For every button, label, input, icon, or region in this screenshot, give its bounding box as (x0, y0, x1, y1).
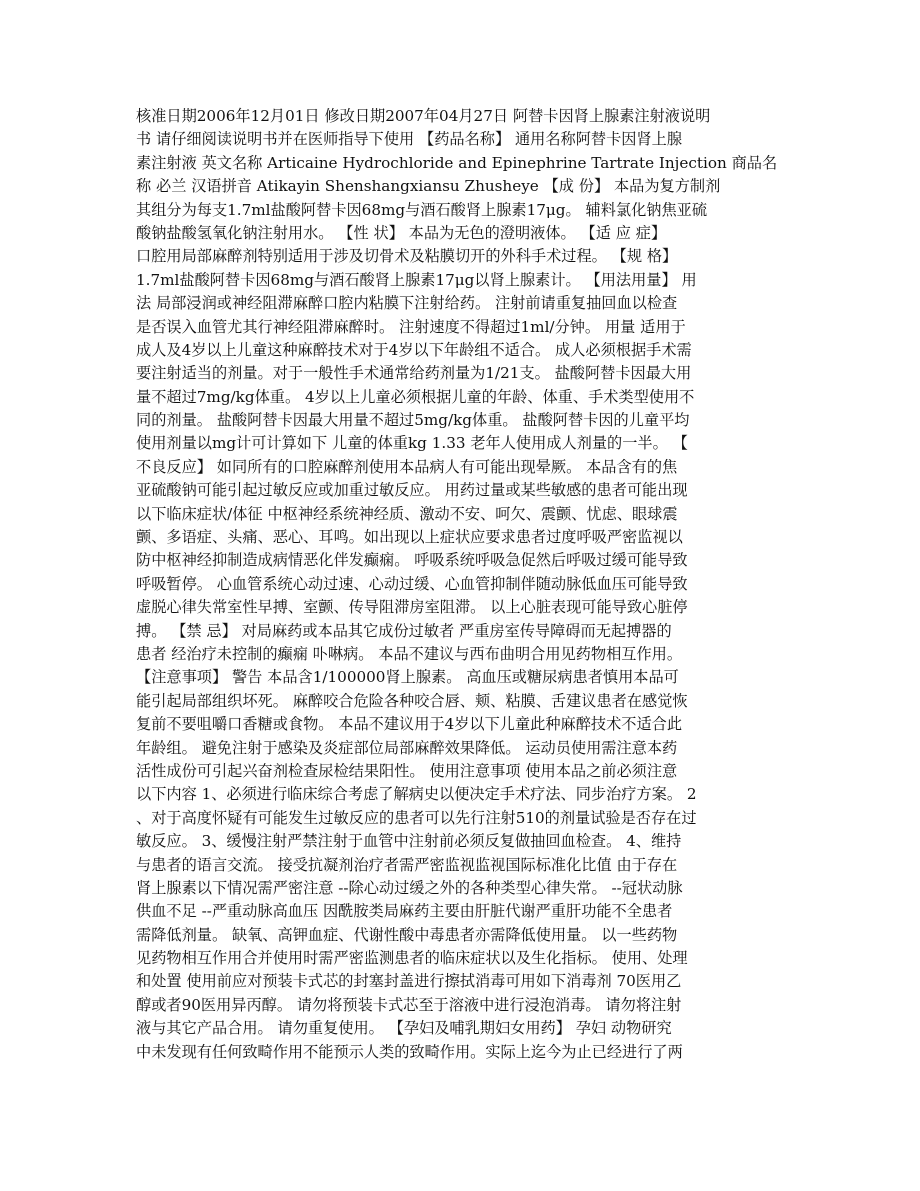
text-line: 素注射液 英文名称 Articaine Hydrochloride and Epinephrine Tartrate Injection 商品名 (136, 153, 778, 172)
text-line: 口腔用局部麻醉剂特别适用于涉及切骨术及粘膜切开的外科手术过程。 【规 格】 (136, 247, 678, 266)
text-line: 虚脱心律失常室性早搏、室颤、传导阻滞房室阻滞。 以上心脏表现可能导致心脏停 (136, 598, 688, 617)
text-line: 1.7ml盐酸阿替卡因68mg与酒石酸肾上腺素17μg以肾上腺素计。 【用法用量】 用 (136, 270, 697, 289)
text-line: 以下内容 1、必须进行临床综合考虑了解病史以便决定手术疗法、同步治疗方案。 2 (136, 785, 697, 804)
text-line: 肾上腺素以下情况需严密注意 --除心动过缓之外的各种类型心律失常。 --冠状动脉 (136, 878, 683, 897)
text-line: 书 请仔细阅读说明书并在医师指导下使用 【药品名称】 通用名称阿替卡因肾上腺 (136, 130, 683, 149)
text-line: 亚硫酸钠可能引起过敏反应或加重过敏反应。 用药过量或某些敏感的患者可能出现 (136, 481, 688, 500)
text-line: 能引起局部组织坏死。 麻醉咬合危险各种咬合唇、颊、粘膜、舌建议患者在感觉恢 (136, 691, 688, 710)
text-line: 以下临床症状/体征 中枢神经系统神经质、激动不安、呵欠、震颤、忧虑、眼球震 (136, 504, 678, 523)
text-line: 需降低剂量。 缺氧、高钾血症、代谢性酸中毒患者亦需降低使用量。 以一些药物 (136, 925, 678, 944)
text-line: 和处置 使用前应对预装卡式芯的封塞封盖进行擦拭消毒可用如下消毒剂 70医用乙 (136, 972, 682, 991)
text-line: 成人及4岁以上儿童这种麻醉技术对于4岁以下年龄组不适合。 成人必须根据手术需 (136, 340, 692, 359)
text-line: 活性成份可引起兴奋剂检查尿检结果阳性。 使用注意事项 使用本品之前必须注意 (136, 761, 678, 780)
text-line: 年龄组。 避免注射于感染及炎症部位局部麻醉效果降低。 运动员使用需注意本药 (136, 738, 678, 757)
text-line: 液与其它产品合用。 请勿重复使用。 【孕妇及哺乳期妇女用药】 孕妇 动物研究 (136, 1019, 672, 1038)
text-line: 醇或者90医用异丙醇。 请勿将预装卡式芯至于溶液中进行浸泡消毒。 请勿将注射 (136, 995, 682, 1014)
text-line: 与患者的语言交流。 接受抗凝剂治疗者需严密监视监视国际标准化比值 由于存在 (136, 855, 678, 874)
text-line: 颤、多语症、头痛、恶心、耳鸣。如出现以上症状应要求患者过度呼吸严密监视以 (136, 528, 683, 547)
text-line: 敏反应。 3、缓慢注射严禁注射于血管中注射前必须反复做抽回血检查。 4、维持 (136, 832, 682, 851)
text-line: 不良反应】 如同所有的口腔麻醉剂使用本品病人有可能出现晕厥。 本品含有的焦 (136, 457, 678, 476)
text-line: 复前不要咀嚼口香糖或食物。 本品不建议用于4岁以下儿童此种麻醉技术不适合此 (136, 715, 683, 734)
text-line: 患者 经治疗未控制的癫痫 卟啉病。 本品不建议与西布曲明合用见药物相互作用。 (136, 644, 683, 663)
text-line: 、对于高度怀疑有可能发生过敏反应的患者可以先行注射510的剂量试验是否存在过 (136, 808, 697, 827)
text-line: 酸钠盐酸氢氧化钠注射用水。 【性 状】 本品为无色的澄明液体。 【适 应 症】 (136, 223, 667, 242)
text-line: 使用剂量以mg计可计算如下 儿童的体重kg 1.33 老年人使用成人剂量的一半。 【 (136, 434, 688, 453)
text-line: 【注意事项】 警告 本品含1/100000肾上腺素。 高血压或糖尿病患者慎用本品可 (136, 668, 679, 687)
text-line: 供血不足 --严重动脉高血压 因酰胺类局麻药主要由肝脏代谢严重肝功能不全患者 (136, 902, 673, 921)
text-line: 称 必兰 汉语拼音 Atikayin Shenshangxiansu Zhusheye 【成 份】 本品为复方制剂 (136, 177, 721, 196)
document-body (136, 105, 796, 1064)
text-line: 搏。 【禁 忌】 对局麻药或本品其它成份过敏者 严重房室传导障碍而无起搏器的 (136, 621, 672, 640)
text-line: 其组分为每支1.7ml盐酸阿替卡因68mg与酒石酸肾上腺素17μg。 辅料氯化钠焦亚硫 (136, 200, 708, 219)
text-line: 量不超过7mg/kg体重。 4岁以上儿童必须根据儿童的年龄、体重、手术类型使用不 (136, 387, 695, 406)
text-line: 防中枢神经抑制造成病情恶化伴发癫痫。 呼吸系统呼吸急促然后呼吸过缓可能导致 (136, 551, 688, 570)
text-line: 要注射适当的剂量。对于一般性手术通常给药剂量为1/21支。 盐酸阿替卡因最大用 (136, 364, 692, 383)
text-line: 核准日期2006年12月01日 修改日期2007年04月27日 阿替卡因肾上腺素注射液说明 (136, 107, 711, 125)
text-line: 是否误入血管尤其行神经阻滞麻醉时。 注射速度不得超过1ml/分钟。 用量 适用于 (136, 317, 686, 336)
text-line: 同的剂量。 盐酸阿替卡因最大用量不超过5mg/kg体重。 盐酸阿替卡因的儿童平均 (136, 411, 690, 430)
text-line: 中未发现有任何致畸作用不能预示人类的致畸作用。实际上迄今为止已经进行了两 (136, 1042, 683, 1061)
text-line: 呼吸暂停。 心血管系统心动过速、心动过缓、心血管抑制伴随动脉低血压可能导致 (136, 574, 688, 593)
text-line: 见药物相互作用合并使用时需严密监测患者的临床症状以及生化指标。 使用、处理 (136, 949, 688, 968)
text-line: 法 局部浸润或神经阻滞麻醉口腔内粘膜下注射给药。 注射前请重复抽回血以检查 (136, 294, 678, 313)
